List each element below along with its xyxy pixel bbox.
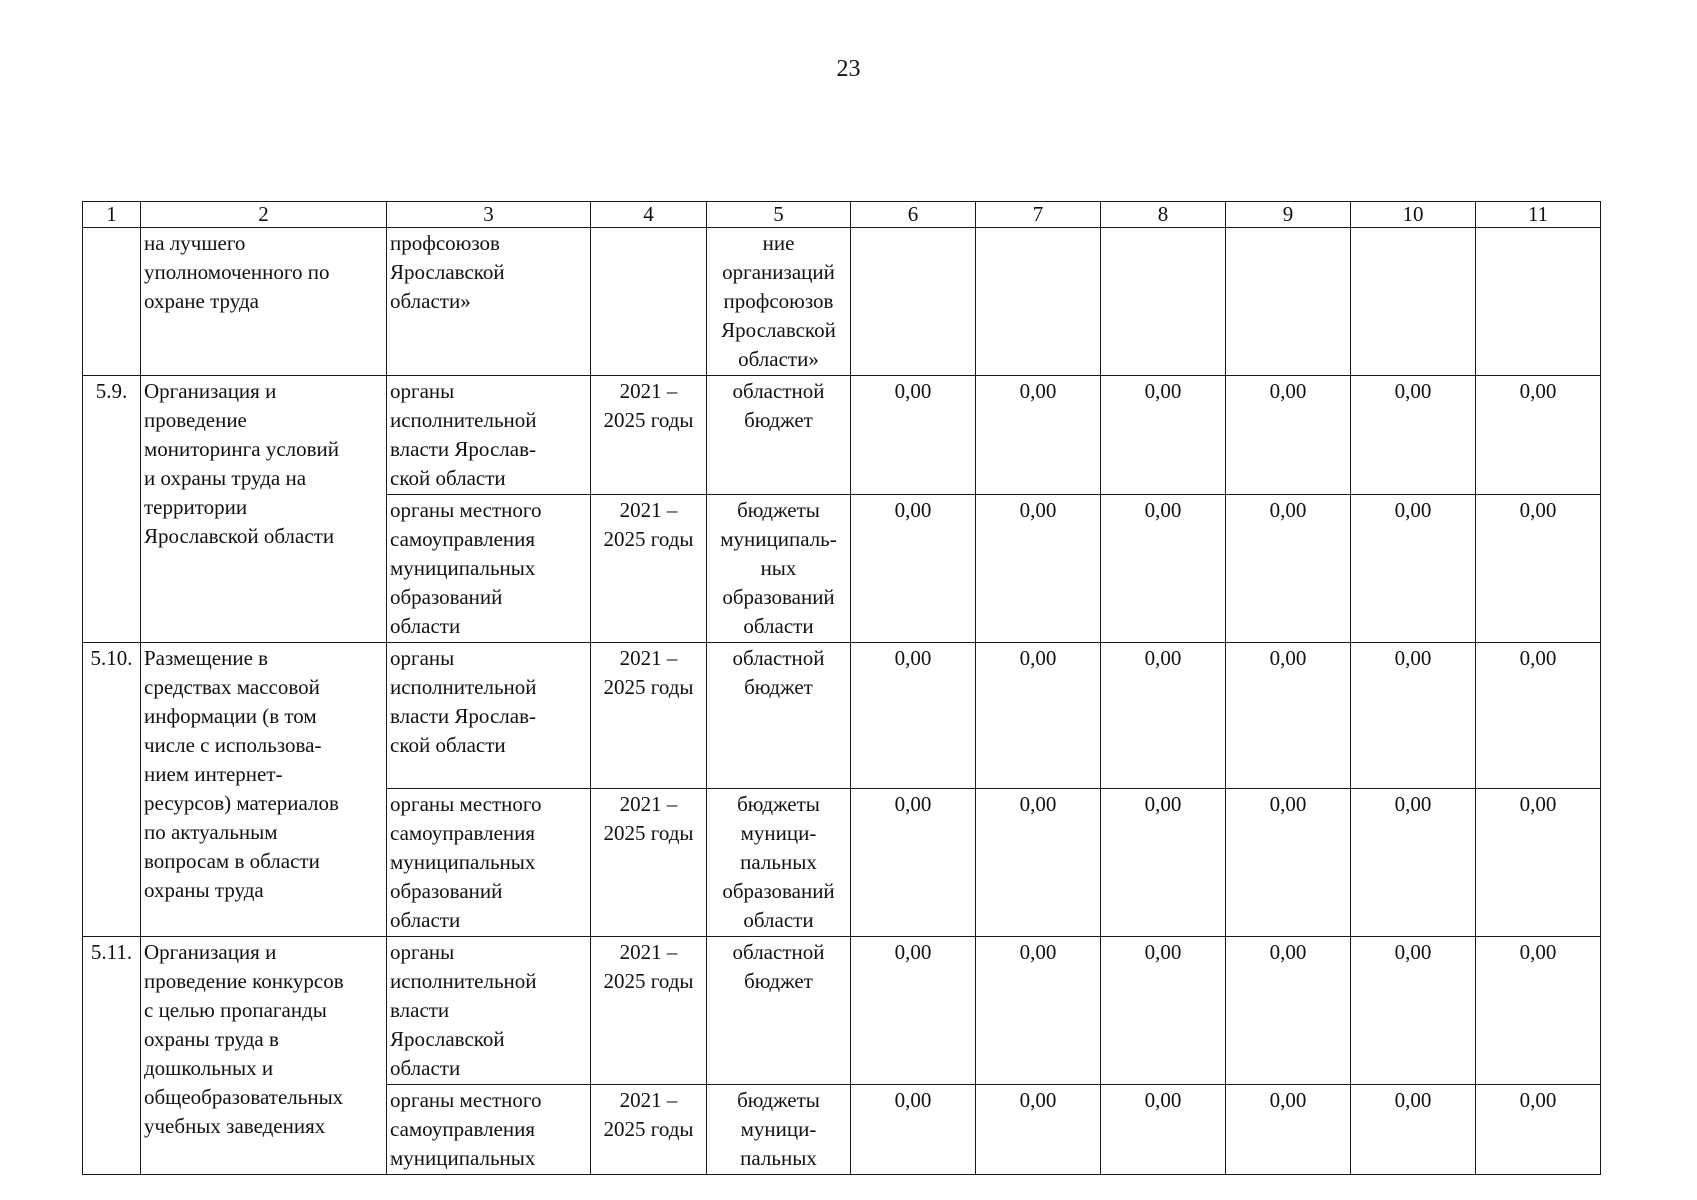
value-cell xyxy=(1226,228,1351,376)
value-cell: 0,00 xyxy=(851,937,976,1085)
funding-source-cell: бюджеты муниципаль- ных образований области xyxy=(707,495,851,643)
executor-cell: органы исполнительной власти Ярославской области xyxy=(387,937,591,1085)
value-cell: 0,00 xyxy=(1226,376,1351,495)
executor-cell: органы исполнительной власти Ярослав- ской области xyxy=(387,643,591,789)
value-cell: 0,00 xyxy=(1351,937,1476,1085)
value-cell: 0,00 xyxy=(976,937,1101,1085)
value-cell: 0,00 xyxy=(1226,495,1351,643)
value-cell: 0,00 xyxy=(1351,1085,1476,1175)
activity-title-cell: Организация и проведение мониторинга условий и охраны труда на территории Ярославской области xyxy=(141,376,387,643)
value-cell: 0,00 xyxy=(1351,376,1476,495)
table-row xyxy=(83,376,1601,495)
funding-source-cell: ние организаций профсоюзов Ярославской области» xyxy=(707,228,851,376)
item-number-cell xyxy=(83,228,141,376)
period-cell: 2021 – 2025 годы xyxy=(591,789,707,937)
value-cell: 0,00 xyxy=(976,789,1101,937)
value-cell: 0,00 xyxy=(1476,376,1601,495)
column-header: 3 xyxy=(387,202,591,228)
value-cell: 0,00 xyxy=(851,376,976,495)
column-header: 8 xyxy=(1101,202,1226,228)
value-cell: 0,00 xyxy=(1226,643,1351,789)
executor-cell: органы местного самоуправления муниципальных xyxy=(387,1085,591,1175)
value-cell: 0,00 xyxy=(1226,1085,1351,1175)
period-cell: 2021 – 2025 годы xyxy=(591,1085,707,1175)
value-cell: 0,00 xyxy=(1101,1085,1226,1175)
value-cell: 0,00 xyxy=(1226,937,1351,1085)
column-header: 7 xyxy=(976,202,1101,228)
column-header: 2 xyxy=(141,202,387,228)
activity-title-cell: на лучшего уполномоченного по охране труда xyxy=(141,228,387,376)
item-number-cell: 5.10. xyxy=(83,643,141,937)
item-number-cell: 5.9. xyxy=(83,376,141,643)
value-cell: 0,00 xyxy=(1351,789,1476,937)
value-cell: 0,00 xyxy=(1351,495,1476,643)
executor-cell: профсоюзов Ярославской области» xyxy=(387,228,591,376)
value-cell: 0,00 xyxy=(1351,643,1476,789)
funding-source-cell: областной бюджет xyxy=(707,643,851,789)
value-cell: 0,00 xyxy=(851,495,976,643)
activity-title-cell: Организация и проведение конкурсов с целью пропаганды охраны труда в дошкольных и общеобразовательных учебных заведениях xyxy=(141,937,387,1175)
funding-source-cell: бюджеты муници- пальных xyxy=(707,1085,851,1175)
column-number-header-row xyxy=(83,202,1601,228)
column-header: 9 xyxy=(1226,202,1351,228)
executor-cell: органы местного самоуправления муниципальных образований области xyxy=(387,495,591,643)
column-header: 10 xyxy=(1351,202,1476,228)
column-header: 1 xyxy=(83,202,141,228)
value-cell: 0,00 xyxy=(1476,1085,1601,1175)
value-cell: 0,00 xyxy=(1476,789,1601,937)
value-cell: 0,00 xyxy=(851,643,976,789)
value-cell xyxy=(1476,228,1601,376)
program-table xyxy=(82,201,1601,1175)
value-cell: 0,00 xyxy=(1101,495,1226,643)
executor-cell: органы исполнительной власти Ярослав- ской области xyxy=(387,376,591,495)
column-header: 4 xyxy=(591,202,707,228)
value-cell: 0,00 xyxy=(851,1085,976,1175)
table-row xyxy=(83,643,1601,789)
value-cell: 0,00 xyxy=(1476,643,1601,789)
page-number: 23 xyxy=(836,56,861,82)
value-cell: 0,00 xyxy=(976,376,1101,495)
period-cell: 2021 – 2025 годы xyxy=(591,937,707,1085)
funding-source-cell: бюджеты муници- пальных образований области xyxy=(707,789,851,937)
funding-source-cell: областной бюджет xyxy=(707,937,851,1085)
item-number-cell: 5.11. xyxy=(83,937,141,1175)
activity-title-cell: Размещение в средствах массовой информации (в том числе с использова- нием интернет- ресурсов) материалов по актуальным вопросам в области охраны труда xyxy=(141,643,387,937)
value-cell: 0,00 xyxy=(1476,495,1601,643)
continuation-row xyxy=(83,228,1601,376)
value-cell: 0,00 xyxy=(1101,789,1226,937)
value-cell: 0,00 xyxy=(976,495,1101,643)
value-cell: 0,00 xyxy=(976,643,1101,789)
executor-cell: органы местного самоуправления муниципальных образований области xyxy=(387,789,591,937)
value-cell xyxy=(851,228,976,376)
funding-source-cell: областной бюджет xyxy=(707,376,851,495)
value-cell xyxy=(1351,228,1476,376)
column-header: 6 xyxy=(851,202,976,228)
period-cell: 2021 – 2025 годы xyxy=(591,495,707,643)
period-cell: 2021 – 2025 годы xyxy=(591,643,707,789)
value-cell: 0,00 xyxy=(1476,937,1601,1085)
value-cell: 0,00 xyxy=(851,789,976,937)
period-cell: 2021 – 2025 годы xyxy=(591,376,707,495)
value-cell: 0,00 xyxy=(1226,789,1351,937)
column-header: 11 xyxy=(1476,202,1601,228)
value-cell: 0,00 xyxy=(976,1085,1101,1175)
value-cell xyxy=(1101,228,1226,376)
value-cell: 0,00 xyxy=(1101,643,1226,789)
value-cell: 0,00 xyxy=(1101,937,1226,1085)
table-row xyxy=(83,937,1601,1085)
value-cell: 0,00 xyxy=(1101,376,1226,495)
value-cell xyxy=(976,228,1101,376)
column-header: 5 xyxy=(707,202,851,228)
period-cell xyxy=(591,228,707,376)
